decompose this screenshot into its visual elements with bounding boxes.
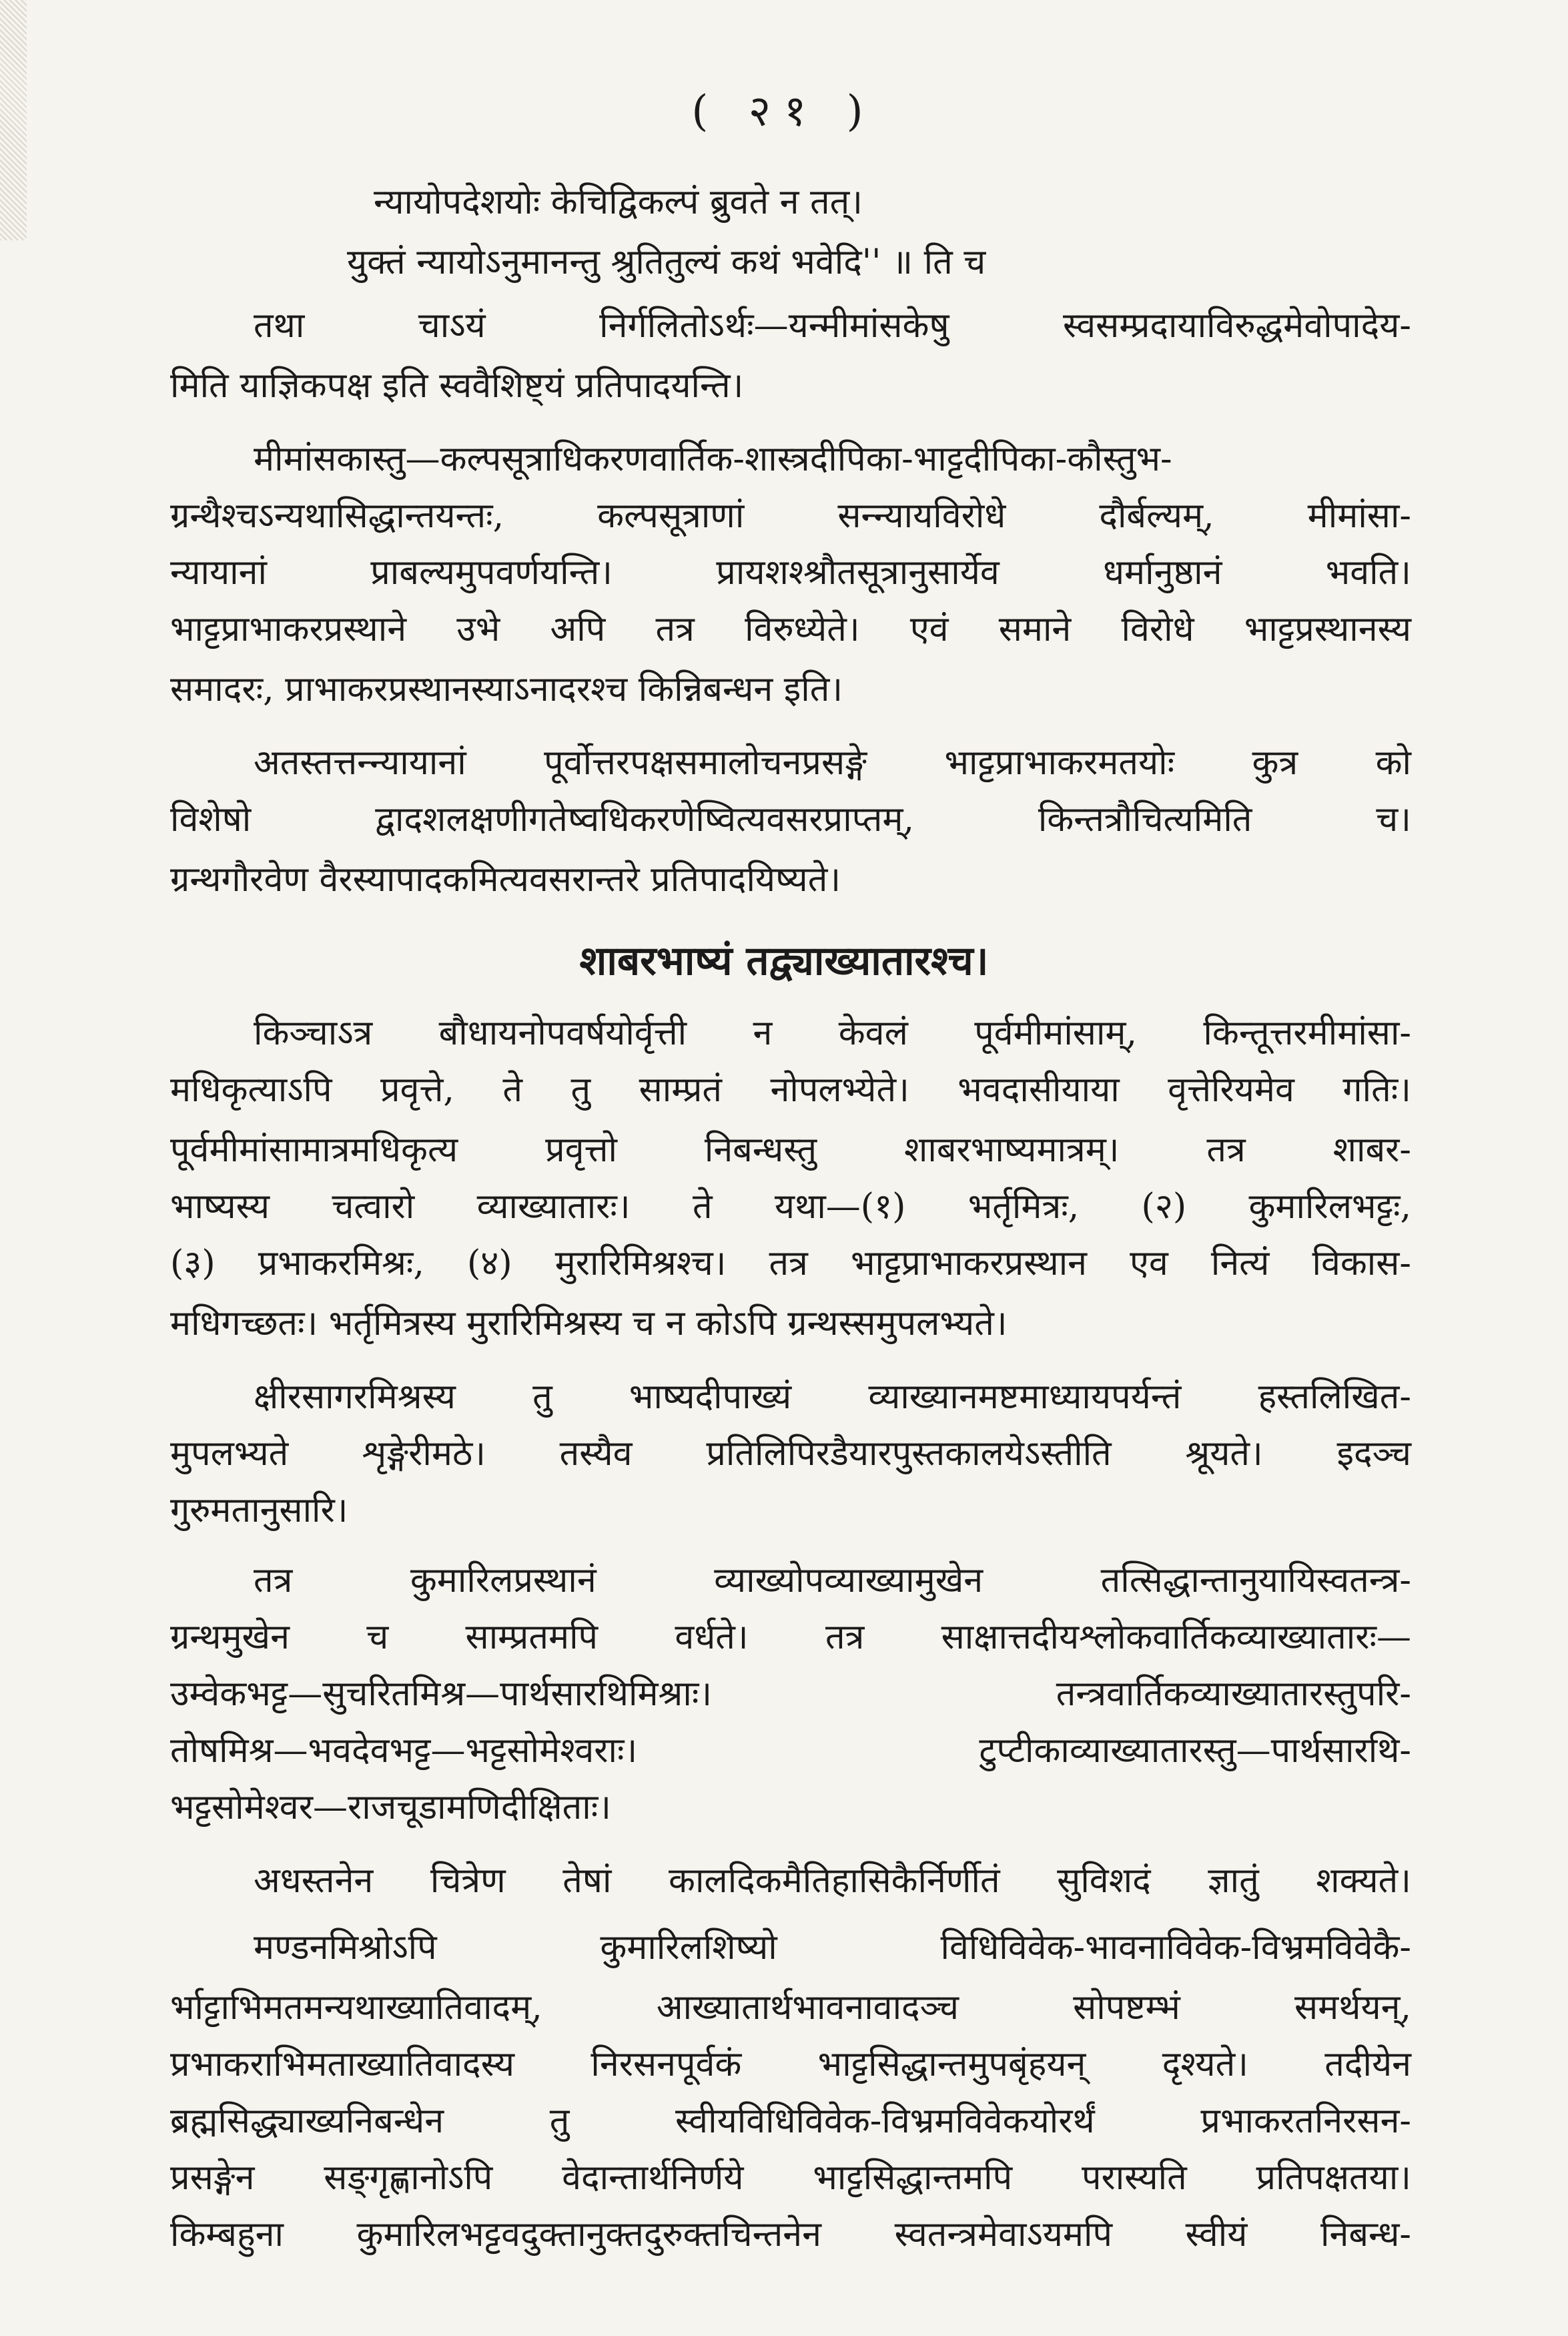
text-line: ग्रन्थमुखेन च साम्प्रतमपि वर्धते। तत्र साक्षात्तदीयश्लोकवार्तिकव्याख्यातारः— [170, 1617, 1411, 1657]
section-heading: शाबरभाष्यं तद्व्याख्यातारश्च। [579, 938, 989, 984]
text-line: किम्बहुना कुमारिलभट्टवदुक्तानुक्तदुरुक्तचिन्तनेन स्वतन्त्रमेवाऽयमपि स्वीयं निबन्ध- [170, 2215, 1411, 2255]
text-line: भाष्यस्य चत्वारो व्याख्यातारः। ते यथा—(१) भर्तृमित्रः, (२) कुमारिलभट्टः, [170, 1187, 1411, 1227]
verse-line: न्यायोपदेशयोः केचिद्विकल्पं ब्रुवते न तत्। [374, 182, 863, 222]
text-line: मुपलभ्यते शृङ्गेरीमठे। तस्यैव प्रतिलिपिरडैयारपुस्तकालयेऽस्तीति श्रूयते। इदञ्च [170, 1434, 1411, 1474]
text-line: प्रभाकराभिमताख्यातिवादस्य निरसनपूर्वकं भाट्टसिद्धान्तमुपबृंहयन् दृश्यते। तदीयेन [170, 2044, 1411, 2084]
text-line: भाट्टप्राभाकरप्रस्थाने उभे अपि तत्र विरुध्येते। एवं समाने विरोधे भाट्टप्रस्थानस्य [170, 609, 1411, 649]
text-line: मीमांसकास्तु—कल्पसूत्राधिकरणवार्तिक-शास्त्रदीपिका-भाट्टदीपिका-कौस्तुभ- [254, 439, 1172, 479]
text-line: भट्टसोमेश्वर—राजचूडामणिदीक्षिताः। [170, 1787, 611, 1827]
text-line: मधिगच्छतः। भर्तृमित्रस्य मुरारिमिश्रस्य च न कोऽपि ग्रन्थस्समुपलभ्यते। [170, 1303, 1008, 1344]
text-line: र्भाट्टाभिमतमन्यथाख्यातिवादम्, आख्यातार्थभावनावादञ्च सोपष्टम्भं समर्थयन्, [170, 1988, 1411, 2028]
page-number: ( २१ ) [691, 87, 877, 136]
text-line: मण्डनमिश्रोऽपि कुमारिलशिष्यो विधिविवेक-भावनाविवेक-विभ्रमविवेकै- [254, 1928, 1411, 1968]
text-line: पूर्वमीमांसामात्रमधिकृत्य प्रवृत्तो निबन्धस्तु शाबरभाष्यमात्रम्। तत्र शाबर- [170, 1130, 1411, 1170]
text-line: न्यायानां प्राबल्यमुपवर्णयन्ति। प्रायशश्श्रौतसूत्रानुसार्येव धर्मानुष्ठानं भवति। [170, 553, 1411, 593]
text-line: विशेषो द्वादशलक्षणीगतेष्वधिकरणेष्वित्यवसरप्राप्तम्, किन्तत्रौचित्यमिति च। [170, 800, 1411, 840]
text-line: अधस्तनेन चित्रेण तेषां कालदिकमैतिहासिकैर्निर्णीतं सुविशदं ज्ञातुं शक्यते। [254, 1861, 1411, 1901]
text-line: ब्रह्मसिद्ध्याख्यनिबन्धेन तु स्वीयविधिविवेक-विभ्रमविवेकयोरर्थं प्रभाकरतनिरसन- [170, 2101, 1411, 2141]
text-line: (३) प्रभाकरमिश्रः, (४) मुरारिमिश्रश्च। तत्र भाट्टप्राभाकरप्रस्थान एव नित्यं विकास- [170, 1243, 1411, 1283]
verse-line: युक्तं न्यायोऽनुमानन्तु श्रुतितुल्यं कथं भवेदि'' ॥ ति च [347, 242, 986, 282]
text-line: क्षीरसागरमिश्रस्य तु भाष्यदीपाख्यं व्याख्यानमष्टमाध्यायपर्यन्तं हस्तलिखित- [254, 1377, 1411, 1417]
text-line: ग्रन्थगौरवेण वैरस्यापादकमित्यवसरान्तरे प्रतिपादयिष्यते। [170, 860, 841, 900]
text-line: समादरः, प्राभाकरप्रस्थानस्याऽनादरश्च किन्निबन्धन इति। [170, 669, 843, 709]
text-line: तोषमिश्र—भवदेवभट्ट—भट्टसोमेश्वराः। टुप्टीकाव्याख्यातारस्तु—पार्थसारथि- [170, 1731, 1411, 1771]
text-line: ग्रन्थैश्चऽन्यथासिद्धान्तयन्तः, कल्पसूत्राणां सन्न्यायविरोधे दौर्बल्यम्, मीमांसा- [170, 496, 1411, 536]
text-line: अतस्तत्तन्न्यायानां पूर्वोत्तरपक्षसमालोचनप्रसङ्गे भाट्टप्राभाकरमतयोः कुत्र को [254, 743, 1411, 783]
text-line: गुरुमतानुसारि। [170, 1490, 348, 1530]
text-line: प्रसङ्गेन सङ्गृह्णानोऽपि वेदान्तार्थनिर्णये भाट्टसिद्धान्तमपि परास्यति प्रतिपक्षतया। [170, 2158, 1411, 2198]
text-line: मधिकृत्याऽपि प्रवृत्ते, ते तु साम्प्रतं नोपलभ्येते। भवदासीयाया वृत्तेरियमेव गतिः। [170, 1070, 1411, 1110]
text-line: मिति याज्ञिकपक्ष इति स्ववैशिष्ट्यं प्रतिपादयन्ति। [170, 366, 744, 406]
text-line: उम्वेकभट्ट—सुचरितमिश्र—पार्थसारथिमिश्राः। तन्त्रवार्तिकव्याख्यातारस्तुपरि- [170, 1674, 1411, 1714]
text-line: तथा चाऽयं निर्गलितोऽर्थः—यन्मीमांसकेषु स्वसम्प्रदायाविरुद्धमेवोपादेय- [254, 306, 1411, 346]
text-line: तत्र कुमारिलप्रस्थानं व्याख्योपव्याख्यामुखेन तत्सिद्धान्तानुयायिस्वतन्त्र- [254, 1560, 1411, 1600]
text-line: किञ्चाऽत्र बौधायनोपवर्षयोर्वृत्ती न केवलं पूर्वमीमांसाम्, किन्तूत्तरमीमांसा- [254, 1013, 1411, 1053]
